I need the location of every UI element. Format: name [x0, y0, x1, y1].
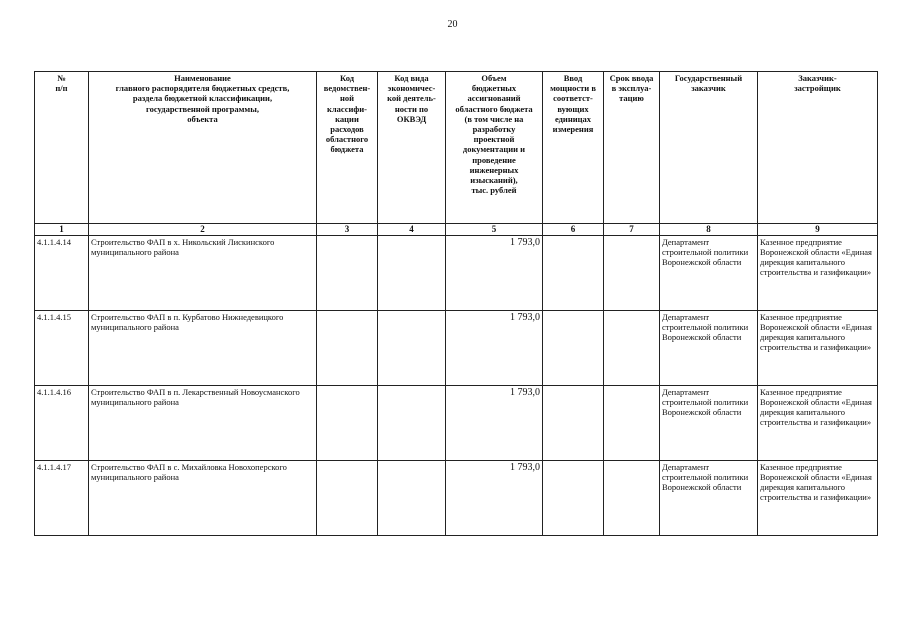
column-number: 5 — [446, 224, 543, 236]
term — [604, 385, 660, 460]
term — [604, 235, 660, 310]
amount: 1 793,0 — [446, 460, 543, 535]
header-term: Срок ввода в эксплуа- тацию — [604, 72, 660, 224]
header-name: Наименование главного распорядителя бюджетных средств, раздела бюджетной классификации, государственной программы, объекта — [89, 72, 317, 224]
state-customer: Департамент строительной политики Воронежской области — [660, 460, 758, 535]
code-vedom — [317, 310, 378, 385]
column-number: 2 — [89, 224, 317, 236]
developer: Казенное предприятие Воронежской области «Единая дирекция капитального строительства и газификации» — [758, 385, 878, 460]
object-name: Строительство ФАП в п. Курбатово Нижнедевицкого муниципального района — [89, 310, 317, 385]
header-capacity: Ввод мощности в соответст- вующих единицах измерения — [543, 72, 604, 224]
header-developer: Заказчик- застройщик — [758, 72, 878, 224]
column-number: 1 — [35, 224, 89, 236]
header-num: № п/п — [35, 72, 89, 224]
state-customer: Департамент строительной политики Воронежской области — [660, 385, 758, 460]
developer: Казенное предприятие Воронежской области «Единая дирекция капитального строительства и газификации» — [758, 235, 878, 310]
row-number: 4.1.1.4.14 — [35, 235, 89, 310]
row-number: 4.1.1.4.15 — [35, 310, 89, 385]
amount: 1 793,0 — [446, 310, 543, 385]
row-number: 4.1.1.4.17 — [35, 460, 89, 535]
code-vedom — [317, 235, 378, 310]
amount: 1 793,0 — [446, 235, 543, 310]
column-number: 3 — [317, 224, 378, 236]
budget-table — [34, 71, 878, 536]
code-vedom — [317, 385, 378, 460]
code-okved — [378, 310, 446, 385]
header-row — [35, 72, 878, 224]
table-row — [35, 385, 878, 460]
header-customer: Государственный заказчик — [660, 72, 758, 224]
page-number: 20 — [447, 19, 458, 30]
table-row — [35, 310, 878, 385]
table-row — [35, 235, 878, 310]
term — [604, 460, 660, 535]
header-code-vedom: Код ведомствен- ной классифи- кации расходов областного бюджета — [317, 72, 378, 224]
column-number: 4 — [378, 224, 446, 236]
column-number-row — [35, 224, 878, 236]
column-number: 6 — [543, 224, 604, 236]
developer: Казенное предприятие Воронежской области «Единая дирекция капитального строительства и газификации» — [758, 460, 878, 535]
table-row — [35, 460, 878, 535]
object-name: Строительство ФАП в х. Никольский Лискинского муниципального района — [89, 235, 317, 310]
term — [604, 310, 660, 385]
row-number: 4.1.1.4.16 — [35, 385, 89, 460]
capacity — [543, 385, 604, 460]
code-okved — [378, 385, 446, 460]
column-number: 8 — [660, 224, 758, 236]
capacity — [543, 460, 604, 535]
header-amount: Объем бюджетных ассигнований областного бюджета (в том числе на разработку проектной документации и проведение инженерных изысканий), тыс. рублей — [446, 72, 543, 224]
capacity — [543, 235, 604, 310]
column-number: 9 — [758, 224, 878, 236]
code-vedom — [317, 460, 378, 535]
header-code-okved: Код вида экономичес- кой деятель- ности по ОКВЭД — [378, 72, 446, 224]
amount: 1 793,0 — [446, 385, 543, 460]
developer: Казенное предприятие Воронежской области «Единая дирекция капитального строительства и газификации» — [758, 310, 878, 385]
code-okved — [378, 235, 446, 310]
object-name: Строительство ФАП в с. Михайловка Новохоперского муниципального района — [89, 460, 317, 535]
code-okved — [378, 460, 446, 535]
state-customer: Департамент строительной политики Воронежской области — [660, 310, 758, 385]
capacity — [543, 310, 604, 385]
column-number: 7 — [604, 224, 660, 236]
state-customer: Департамент строительной политики Воронежской области — [660, 235, 758, 310]
object-name: Строительство ФАП в п. Лекарственный Новоусманского муниципального района — [89, 385, 317, 460]
